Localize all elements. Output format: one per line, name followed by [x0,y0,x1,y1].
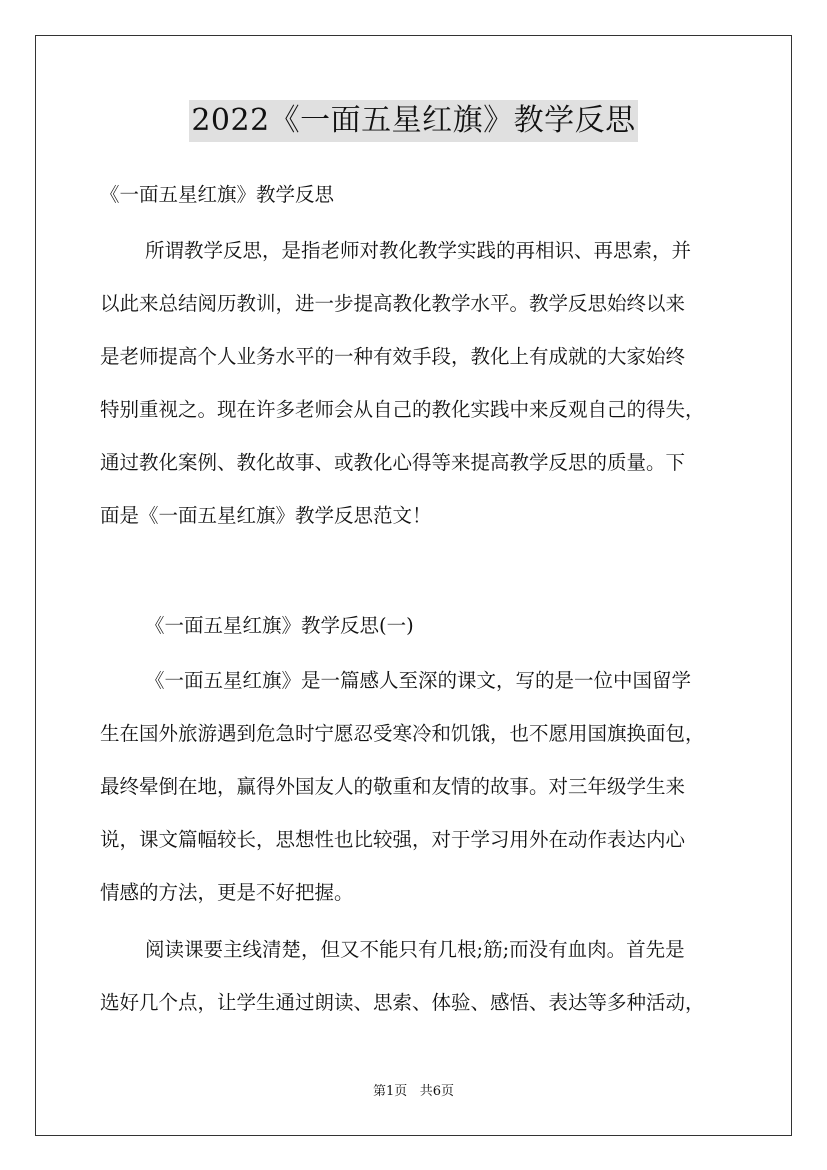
intro-line: 通过教化案例、教化故事、或教化心得等来提高教学反思的质量。下 [100,451,686,474]
section-para2-line: 阅读课要主线清楚，但又不能只有几根;筋;而没有血肉。首先是 [145,938,685,961]
section-para1-line: 生在国外旅游遇到危急时宁愿忍受寒冷和饥饿，也不愿用国旗换面包， [100,722,705,745]
intro-line: 特别重视之。现在许多老师会从自己的教化实践中来反观自己的得失， [100,398,705,421]
intro-line: 是老师提高个人业务水平的一种有效手段，教化上有成就的大家始终 [100,345,686,368]
subheading: 《一面五星红旗》教学反思 [100,183,335,206]
section-para1-line: 《一面五星红旗》是一篇感人至深的课文，写的是一位中国留学 [145,669,692,692]
section-para1-line: 说，课文篇幅较长，思想性也比较强，对于学习用外在动作表达内心 [100,828,686,851]
section-heading: 《一面五星红旗》教学反思(一) [145,614,414,637]
title-container [0,100,827,142]
intro-line: 面是《一面五星红旗》教学反思范文！ [100,504,432,527]
page-number: 第1页 [373,1084,408,1099]
intro-line: 所谓教学反思，是指老师对教化教学实践的再相识、再思索，并 [145,239,692,262]
document-title: 2022《一面五星红旗》教学反思 [189,100,637,142]
page-total: 共6页 [419,1084,454,1099]
page-footer [0,1083,827,1101]
section-para1-line: 情感的方法，更是不好把握。 [100,881,354,904]
section-para2-line: 选好几个点，让学生通过朗读、思索、体验、感悟、表达等多种活动， [100,991,705,1014]
intro-line: 以此来总结阅历教训，进一步提高教化教学水平。教学反思始终以来 [100,292,686,315]
section-para1-line: 最终晕倒在地，赢得外国友人的敬重和友情的故事。对三年级学生来 [100,775,686,798]
